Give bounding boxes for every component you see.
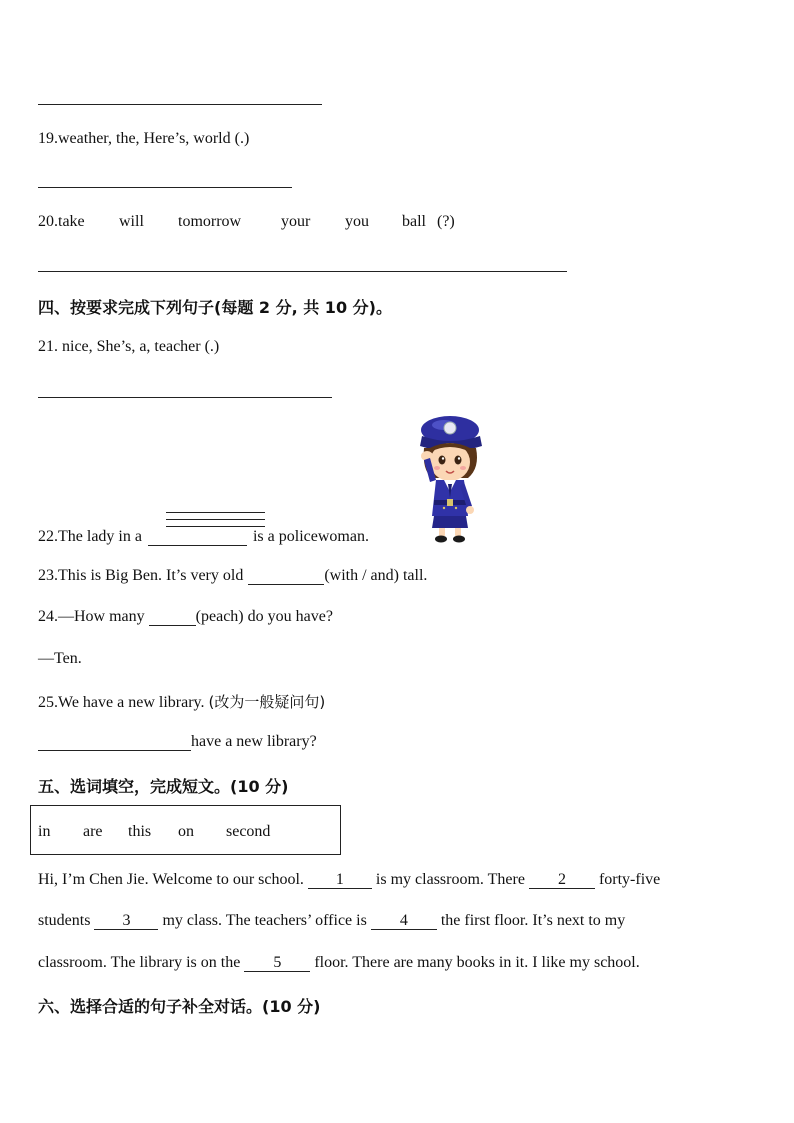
question-25 [38,691,325,712]
question-21 [38,338,219,356]
passage-line-2 [38,912,625,930]
question-text-after: (peach) do you have? [195,608,333,625]
question-text-before: This is Big Ben. It’s very old [58,567,244,584]
question-text: . nice, She’s, a, teacher (.) [54,338,220,355]
word: ball [402,213,426,230]
passage-text: my class. The teachers’ office is [158,912,371,929]
passage-blank-3[interactable]: 3 [94,913,158,930]
passage-line-3 [38,954,640,972]
question-number: 25. [38,694,58,711]
section-heading: 五、选词填空，完成短文。(10 分) [38,777,289,796]
word: will [119,213,144,230]
passage-text: students [38,912,95,929]
question-text: weather, the, Here’s, world (.) [58,130,250,147]
answer-blank[interactable] [148,529,247,546]
word-option: second [226,823,271,840]
answer-line [38,104,322,105]
question-number: 22. [38,528,58,545]
word-option: are [83,823,103,840]
word: tomorrow [178,213,242,230]
passage-blank-2[interactable]: 2 [529,872,595,889]
answer-line [38,271,567,272]
passage-blank-4[interactable]: 4 [371,913,437,930]
question-19 [38,130,249,148]
question-23 [38,567,427,585]
passage-text: is my classroom. There [371,871,529,888]
word: take [58,213,85,230]
question-number: 24. [38,608,58,625]
answer-text: —Ten. [38,650,82,667]
question-text-after: (with / and) tall. [324,567,428,584]
answer-line [38,397,332,398]
answer-line [38,187,292,188]
passage-text: forty-five [594,871,661,888]
instruction: (改为一般疑问句) [208,693,326,711]
answer-blank[interactable] [248,568,324,585]
word: your [281,213,311,230]
passage-text: the first floor. It’s next to my [436,912,626,929]
blank-line-top [166,512,265,513]
question-24 [38,608,333,626]
question-text-after: is a policewoman. [252,528,369,545]
word-option: in [38,823,51,840]
section-heading: 四、按要求完成下列句子(每题 2 分, 共 10 分)。 [38,298,392,317]
word-option: this [128,823,152,840]
question-22 [38,528,369,546]
question-text: We have a new library. [58,694,205,711]
passage-line-1 [38,871,660,889]
section-heading: 六、选择合适的句子补全对话。(10 分) [38,997,321,1016]
word-bank [30,805,341,855]
word: (?) [437,213,455,230]
question-number: 20. [38,213,58,230]
answer-blank[interactable] [149,609,196,626]
passage-text: classroom. The library is on the [38,954,245,971]
question-number: 23. [38,567,58,584]
answer-blank[interactable] [38,734,191,751]
answer-row [38,733,317,751]
blank-line-top [166,526,265,527]
answer-text-after: have a new library? [191,733,317,750]
passage-blank-1[interactable]: 1 [308,872,372,889]
question-text-before: The lady in a [58,528,142,545]
word-option: on [178,823,194,840]
question-number: 19. [38,130,58,147]
passage-blank-5[interactable]: 5 [244,955,310,972]
word: you [345,213,369,230]
passage-text: floor. There are many books in it. I like my school. [310,954,640,971]
question-number: 21 [38,338,54,355]
policewoman-image [410,412,490,544]
passage-text: Hi, I’m Chen Jie. Welcome to our school. [38,871,308,888]
question-20 [38,213,455,231]
question-text-before: —How many [58,608,145,625]
blank-line-top [166,519,265,520]
